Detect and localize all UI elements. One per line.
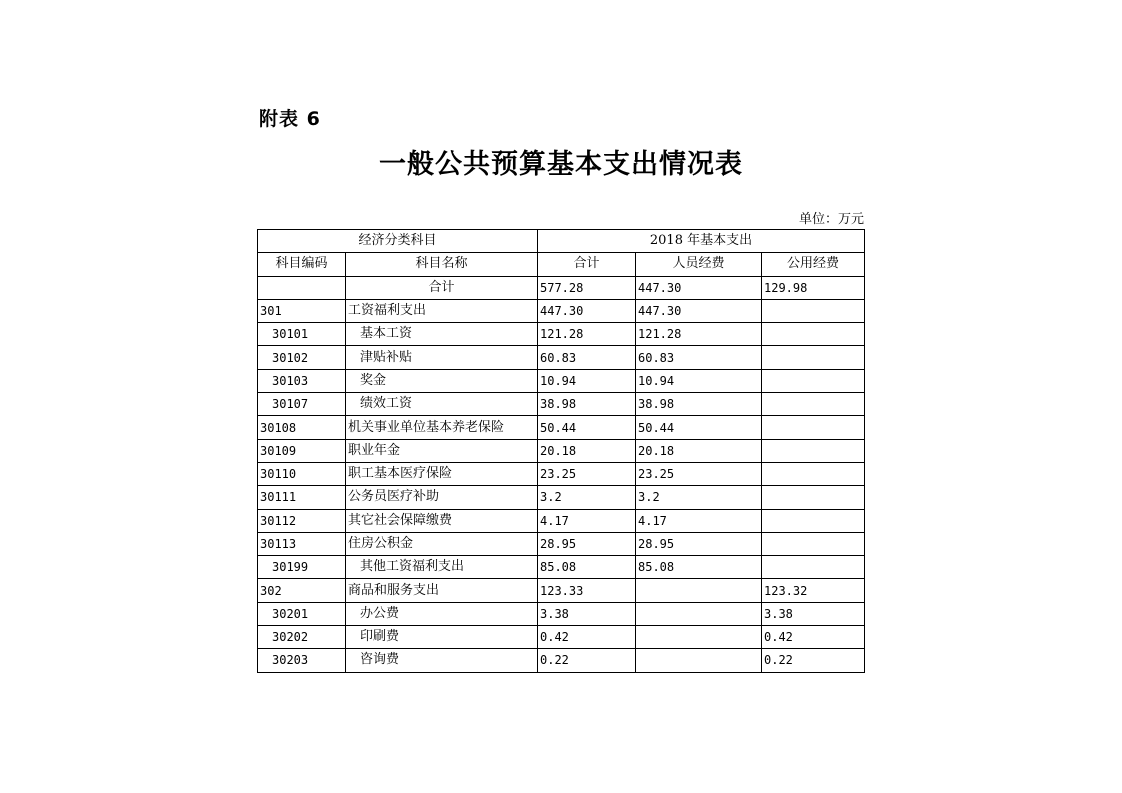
row-total: 38.98 bbox=[538, 393, 636, 416]
total-row bbox=[258, 276, 865, 299]
row-public bbox=[762, 299, 865, 322]
row-personnel bbox=[636, 602, 762, 625]
row-code: 30109 bbox=[258, 439, 346, 462]
row-code: 301 bbox=[258, 299, 346, 322]
row-name: 住房公积金 bbox=[346, 532, 538, 555]
row-code: 30113 bbox=[258, 532, 346, 555]
header-group-right: 2018 年基本支出 bbox=[538, 230, 865, 253]
row-public bbox=[762, 532, 865, 555]
total-total: 577.28 bbox=[538, 276, 636, 299]
row-public bbox=[762, 509, 865, 532]
row-name: 职业年金 bbox=[346, 439, 538, 462]
row-total: 4.17 bbox=[538, 509, 636, 532]
row-code: 30108 bbox=[258, 416, 346, 439]
row-total: 23.25 bbox=[538, 462, 636, 485]
row-public bbox=[762, 369, 865, 392]
row-personnel: 38.98 bbox=[636, 393, 762, 416]
table-row bbox=[258, 416, 865, 439]
row-code: 30203 bbox=[258, 649, 346, 672]
row-public: 123.32 bbox=[762, 579, 865, 602]
row-code: 30199 bbox=[258, 556, 346, 579]
row-total: 0.42 bbox=[538, 626, 636, 649]
header-column-row bbox=[258, 253, 865, 276]
row-code: 30103 bbox=[258, 369, 346, 392]
table-row bbox=[258, 439, 865, 462]
row-name: 其他工资福利支出 bbox=[346, 556, 538, 579]
row-name: 其它社会保障缴费 bbox=[346, 509, 538, 532]
row-code: 302 bbox=[258, 579, 346, 602]
table-row bbox=[258, 532, 865, 555]
row-code: 30111 bbox=[258, 486, 346, 509]
budget-table bbox=[257, 229, 865, 673]
table-row bbox=[258, 393, 865, 416]
row-personnel: 50.44 bbox=[636, 416, 762, 439]
row-code: 30102 bbox=[258, 346, 346, 369]
total-public: 129.98 bbox=[762, 276, 865, 299]
row-total: 85.08 bbox=[538, 556, 636, 579]
row-public bbox=[762, 393, 865, 416]
row-personnel: 121.28 bbox=[636, 323, 762, 346]
row-name: 职工基本医疗保险 bbox=[346, 462, 538, 485]
table-row bbox=[258, 556, 865, 579]
row-total: 50.44 bbox=[538, 416, 636, 439]
row-name: 咨询费 bbox=[346, 649, 538, 672]
row-code: 30107 bbox=[258, 393, 346, 416]
row-total: 20.18 bbox=[538, 439, 636, 462]
row-name: 津贴补贴 bbox=[346, 346, 538, 369]
row-name: 机关事业单位基本养老保险 bbox=[346, 416, 538, 439]
total-name: 合计 bbox=[346, 276, 538, 299]
row-total: 447.30 bbox=[538, 299, 636, 322]
table-row bbox=[258, 509, 865, 532]
table-row bbox=[258, 602, 865, 625]
row-total: 10.94 bbox=[538, 369, 636, 392]
row-total: 60.83 bbox=[538, 346, 636, 369]
row-personnel: 85.08 bbox=[636, 556, 762, 579]
header-col-public: 公用经费 bbox=[762, 253, 865, 276]
row-name: 奖金 bbox=[346, 369, 538, 392]
row-name: 办公费 bbox=[346, 602, 538, 625]
row-total: 28.95 bbox=[538, 532, 636, 555]
row-public bbox=[762, 462, 865, 485]
row-personnel bbox=[636, 649, 762, 672]
row-code: 30201 bbox=[258, 602, 346, 625]
total-code bbox=[258, 276, 346, 299]
row-personnel: 4.17 bbox=[636, 509, 762, 532]
table-body bbox=[258, 230, 865, 673]
page-title: 一般公共预算基本支出情况表 bbox=[379, 149, 743, 180]
unit-label: 单位：万元 bbox=[798, 212, 864, 227]
row-name: 工资福利支出 bbox=[346, 299, 538, 322]
row-public bbox=[762, 346, 865, 369]
row-name: 基本工资 bbox=[346, 323, 538, 346]
row-name: 公务员医疗补助 bbox=[346, 486, 538, 509]
row-total: 123.33 bbox=[538, 579, 636, 602]
row-public: 3.38 bbox=[762, 602, 865, 625]
table-row bbox=[258, 299, 865, 322]
header-group-left: 经济分类科目 bbox=[258, 230, 538, 253]
row-public bbox=[762, 486, 865, 509]
row-public: 0.22 bbox=[762, 649, 865, 672]
total-personnel: 447.30 bbox=[636, 276, 762, 299]
table-row bbox=[258, 346, 865, 369]
table-row bbox=[258, 579, 865, 602]
header-col-personnel: 人员经费 bbox=[636, 253, 762, 276]
row-personnel: 20.18 bbox=[636, 439, 762, 462]
header-col-code: 科目编码 bbox=[258, 253, 346, 276]
row-personnel bbox=[636, 579, 762, 602]
table-row bbox=[258, 323, 865, 346]
row-code: 30202 bbox=[258, 626, 346, 649]
row-personnel: 10.94 bbox=[636, 369, 762, 392]
row-public bbox=[762, 439, 865, 462]
row-total: 0.22 bbox=[538, 649, 636, 672]
row-public bbox=[762, 416, 865, 439]
table-row bbox=[258, 369, 865, 392]
row-name: 绩效工资 bbox=[346, 393, 538, 416]
row-total: 121.28 bbox=[538, 323, 636, 346]
row-public bbox=[762, 323, 865, 346]
row-personnel bbox=[636, 626, 762, 649]
row-code: 30101 bbox=[258, 323, 346, 346]
row-personnel: 60.83 bbox=[636, 346, 762, 369]
row-personnel: 3.2 bbox=[636, 486, 762, 509]
row-public: 0.42 bbox=[762, 626, 865, 649]
header-col-name: 科目名称 bbox=[346, 253, 538, 276]
row-name: 商品和服务支出 bbox=[346, 579, 538, 602]
row-personnel: 23.25 bbox=[636, 462, 762, 485]
table-row bbox=[258, 649, 865, 672]
table-row bbox=[258, 486, 865, 509]
row-personnel: 447.30 bbox=[636, 299, 762, 322]
header-group-row bbox=[258, 230, 865, 253]
row-personnel: 28.95 bbox=[636, 532, 762, 555]
header-col-total: 合计 bbox=[538, 253, 636, 276]
row-public bbox=[762, 556, 865, 579]
table-row bbox=[258, 462, 865, 485]
row-code: 30112 bbox=[258, 509, 346, 532]
row-code: 30110 bbox=[258, 462, 346, 485]
table-row bbox=[258, 626, 865, 649]
row-total: 3.38 bbox=[538, 602, 636, 625]
row-name: 印刷费 bbox=[346, 626, 538, 649]
appendix-label: 附表 6 bbox=[259, 108, 321, 130]
row-total: 3.2 bbox=[538, 486, 636, 509]
